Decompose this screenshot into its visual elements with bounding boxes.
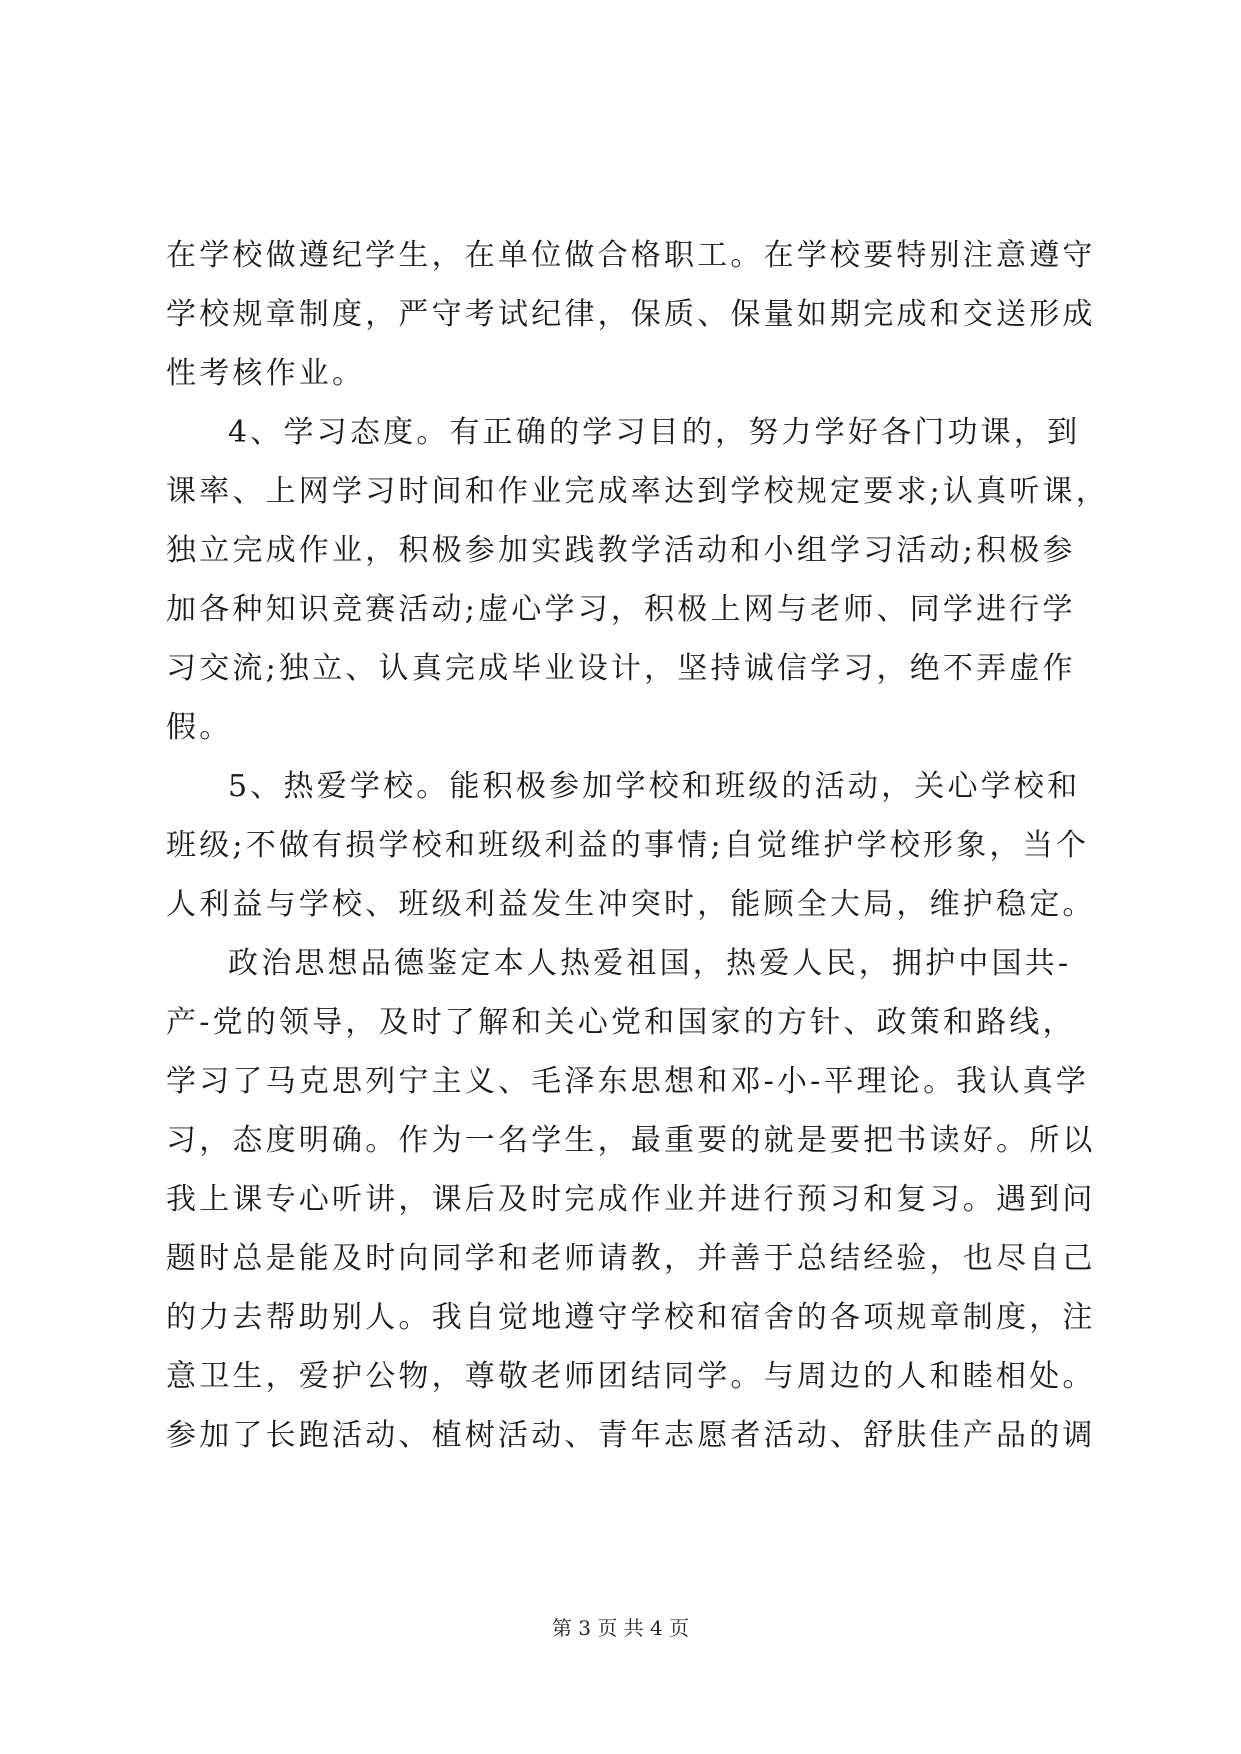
text-line: 我上课专心听讲，课后及时完成作业并进行预习和复习。遇到问 [166, 1182, 1096, 1217]
text-line: 学校规章制度，严守考试纪律，保质、保量如期完成和交送形成 [166, 297, 1096, 332]
text-line: 班级;不做有损学校和班级利益的事情;自觉维护学校形象，当个 [166, 828, 1090, 863]
text-line: 假。 [166, 710, 233, 745]
text-line: 独立完成作业，积极参加实践教学活动和小组学习活动;积极参 [166, 533, 1076, 568]
text-line: 习交流;独立、认真完成毕业设计，坚持诚信学习，绝不弄虚作 [166, 651, 1076, 686]
text-line: 5、热爱学校。能积极参加学校和班级的活动，关心学校和 [228, 769, 1081, 804]
text-line: 性考核作业。 [166, 356, 366, 391]
text-line: 产-党的领导，及时了解和关心党和国家的方针、政策和路线， [166, 1005, 1076, 1040]
body-text [166, 226, 1109, 1465]
text-line: 学习了马克思列宁主义、毛泽东思想和邓-小-平理论。我认真学 [166, 1064, 1090, 1099]
page-footer [0, 1612, 1241, 1641]
text-line: 人利益与学校、班级利益发生冲突时，能顾全大局，维护稳定。 [166, 887, 1096, 922]
text-line: 意卫生，爱护公物，尊敬老师团结同学。与周边的人和睦相处。 [166, 1359, 1096, 1394]
text-line: 的力去帮助别人。我自觉地遵守学校和宿舍的各项规章制度，注 [166, 1300, 1096, 1335]
text-line: 课率、上网学习时间和作业完成率达到学校规定要求;认真听课， [166, 474, 1109, 509]
text-line: 加各种知识竞赛活动;虚心学习，积极上网与老师、同学进行学 [166, 592, 1076, 627]
text-line: 4、学习态度。有正确的学习目的，努力学好各门功课，到 [228, 415, 1081, 450]
text-line: 题时总是能及时向同学和老师请教，并善于总结经验，也尽自己 [166, 1241, 1096, 1276]
text-line: 在学校做遵纪学生，在单位做合格职工。在学校要特别注意遵守 [166, 238, 1096, 273]
text-line: 习，态度明确。作为一名学生，最重要的就是要把书读好。所以 [166, 1123, 1096, 1158]
page-number: 第 3 页 共 4 页 [551, 1616, 690, 1640]
text-line: 参加了长跑活动、植树活动、青年志愿者活动、舒肤佳产品的调 [166, 1418, 1096, 1453]
text-line: 政治思想品德鉴定本人热爱祖国，热爱人民，拥护中国共- [228, 946, 1072, 981]
